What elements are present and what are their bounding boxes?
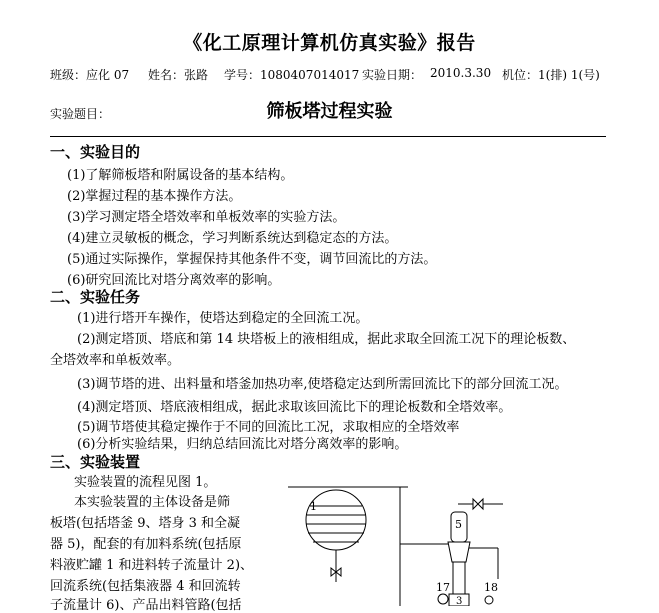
- body-line: 料液贮罐 1 和进料转子流量计 2)、: [50, 558, 254, 573]
- diagram-label: 1: [310, 500, 317, 513]
- student-id-field: 学号：1080407014017: [224, 68, 360, 82]
- feed-tank-icon: [306, 490, 366, 550]
- body-line: 回流系统(包括集液器 4 和回流转: [50, 579, 241, 594]
- flow-diagram: [288, 484, 588, 606]
- seat-field: 机位：1(排) 1(号): [502, 68, 600, 82]
- list-item: (3)学习测定塔全塔效率和单板效率的实验方法。: [67, 210, 346, 225]
- list-item: (3)调节塔的进、出料量和塔釜加热功率,使塔稳定达到所需回流比下的部分回流工况。: [77, 377, 568, 392]
- list-item: (1)了解筛板塔和附属设备的基本结构。: [67, 168, 294, 183]
- class-field: 班级：应化 07: [50, 68, 130, 82]
- section-heading-apparatus: 三、实验装置: [50, 453, 141, 471]
- intro-text: 实验装置的流程见图 1。: [74, 475, 217, 490]
- section-heading-tasks: 二、实验任务: [50, 288, 141, 306]
- subject-label: 实验题目：: [50, 107, 111, 121]
- diagram-label: 5: [455, 518, 462, 531]
- list-item: (6)研究回流比对塔分离效率的影响。: [67, 273, 281, 288]
- report-title: 《化工原理计算机仿真实验》报告: [183, 32, 476, 54]
- list-item: (5)调节塔使其稳定操作于不同的回流比工况，求取相应的全塔效率: [77, 420, 460, 435]
- body-line: 子流量计 6)、产品出料管路(包括: [50, 598, 242, 613]
- list-item: 全塔效率和单板效率。: [50, 353, 181, 368]
- list-item: (1)进行塔开车操作，使塔达到稳定的全回流工况。: [77, 311, 369, 326]
- body-line: 本实验装置的主体设备是筛: [74, 495, 231, 510]
- section-heading-purpose: 一、实验目的: [50, 143, 141, 161]
- header-divider: [50, 136, 606, 137]
- list-item: (2)掌握过程的基本操作方法。: [67, 189, 242, 204]
- date-value: 2010.3.30: [430, 66, 492, 80]
- diagram-label: 18: [484, 581, 498, 594]
- flowmeter-icon: [438, 594, 448, 604]
- subject-title: 筛板塔过程实验: [266, 101, 393, 122]
- heater-icon: [485, 596, 493, 604]
- name-field: 姓名：张路: [148, 68, 209, 82]
- diagram-label: 17: [436, 581, 450, 594]
- list-item: (2)测定塔顶、塔底和第 14 块塔板上的液相组成，据此求取全回流工况下的理论板数、: [77, 332, 576, 347]
- body-line: 板塔(包括塔釜 9、塔身 3 和全凝: [50, 516, 241, 531]
- list-item: (5)通过实际操作，掌握保持其他条件不变，调节回流比的方法。: [67, 252, 437, 267]
- date-label: 实验日期：: [362, 68, 423, 82]
- list-item: (6)分析实验结果，归纳总结回流比对塔分离效率的影响。: [77, 437, 408, 452]
- diagram-label: 3: [456, 596, 463, 606]
- list-item: (4)测定塔顶、塔底液相组成，据此求取该回流比下的理论板数和全塔效率。: [77, 400, 512, 415]
- list-item: (4)建立灵敏板的概念，学习判断系统达到稳定态的方法。: [67, 231, 398, 246]
- body-line: 器 5)，配套的有加料系统(包括原: [50, 537, 242, 552]
